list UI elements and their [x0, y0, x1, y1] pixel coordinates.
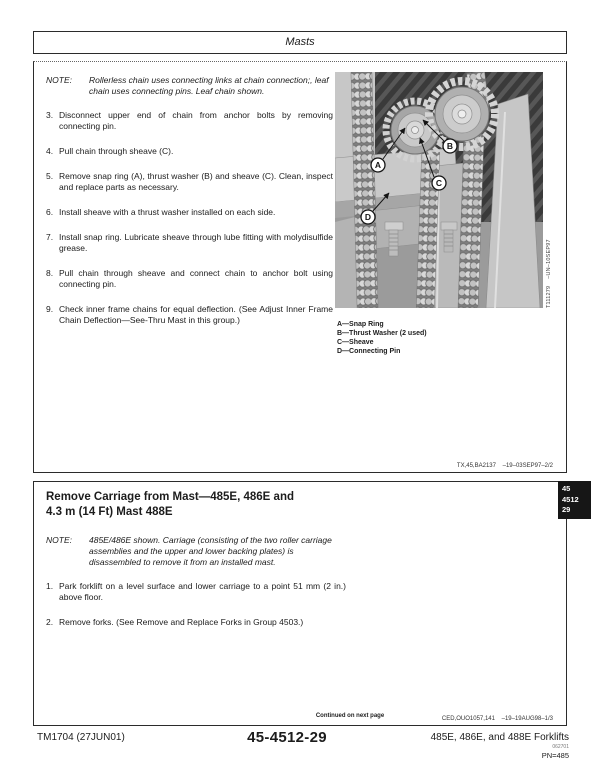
legend-item-b: B—Thrust Washer (2 used) [337, 330, 427, 337]
page-index-tab [558, 481, 591, 519]
callout-c [432, 176, 446, 190]
text-column [46, 490, 346, 642]
step-text: Check inner frame chains for equal deflection. (See Adjust Inner Frame Chain Deflection—See-Thru Mast in this group.) [59, 304, 333, 325]
step-item [46, 268, 333, 290]
figure-id-vertical: T111279 –UN–10SEP97 [546, 239, 552, 308]
figure-photo [335, 72, 543, 308]
footer-date-code: 062701 [552, 744, 569, 750]
step-number: 7. [46, 232, 54, 242]
section-heading [46, 490, 346, 520]
legend-item-c: C—Sheave [337, 339, 374, 346]
page-title: Masts [285, 36, 315, 48]
callout-d [361, 210, 375, 224]
step-number: 3. [46, 110, 54, 120]
step-item [46, 581, 346, 603]
mast-sheave-photo-illustration [335, 72, 543, 308]
step-text: Install snap ring. Lubricate sheave through lube fitting with molydisulfide grease. [59, 232, 333, 253]
note-text: Rollerless chain uses connecting links at chain connection;, leaf chain uses connecting pins. Leaf chain shown. [89, 75, 329, 96]
note-block [46, 535, 346, 568]
callout-a [371, 158, 385, 172]
callout-c-letter: C [435, 178, 443, 188]
step-text: Pull chain through sheave and connect chain to anchor bolt using connecting pin. [59, 268, 333, 289]
callout-b-letter: B [446, 141, 454, 151]
step-item [46, 207, 333, 218]
step-number: 2. [46, 617, 54, 627]
step-text: Pull chain through sheave (C). [59, 146, 174, 156]
note-label: NOTE: [46, 535, 72, 545]
step-item [46, 617, 346, 628]
section-sheave-procedure [33, 61, 567, 473]
step-item [46, 146, 333, 157]
step-item [46, 110, 333, 132]
step-text: Install sheave with a thrust washer installed on each side. [59, 207, 276, 217]
step-item [46, 232, 333, 254]
footer-manual-id: TM1704 (27JUN01) [37, 732, 125, 743]
section1-ref-code: TX,45,BA2137 –19–03SEP97–2/2 [456, 463, 553, 469]
step-number: 9. [46, 304, 54, 314]
continued-label: Continued on next page [315, 713, 385, 719]
step-number: 4. [46, 146, 54, 156]
legend-item-a: A—Snap Ring [337, 321, 384, 328]
footer-pn-number: PN=485 [541, 751, 569, 760]
figure-legend [337, 320, 547, 356]
legend-item-d: D—Connecting Pin [337, 348, 401, 355]
step-text: Remove snap ring (A), thrust washer (B) and sheave (C). Clean, inspect and replace parts as necessary. [59, 171, 333, 192]
tab-group-number: 45 [562, 484, 571, 493]
callout-d-letter: D [364, 212, 372, 222]
footer-page-number: 45-4512-29 [247, 729, 327, 746]
step-number: 5. [46, 171, 54, 181]
tab-page-number: 29 [562, 505, 571, 514]
step-number: 8. [46, 268, 54, 278]
section2-ref-code: CED,OUO1057,141 –19–19AUG98–1/3 [441, 716, 553, 722]
text-column [46, 75, 333, 340]
callout-b [443, 139, 457, 153]
step-number: 1. [46, 581, 54, 591]
step-text: Disconnect upper end of chain from anchor bolts by removing connecting pin. [59, 110, 333, 131]
page-header-box [33, 31, 567, 54]
step-item [46, 304, 333, 326]
section-remove-carriage [33, 481, 567, 726]
step-number: 6. [46, 207, 54, 217]
heading-line-1: Remove Carriage from Mast—485E, 486E and [46, 491, 294, 503]
step-text: Remove forks. (See Remove and Replace Forks in Group 4503.) [59, 617, 304, 627]
callout-a-letter: A [374, 160, 382, 170]
tab-section-number: 4512 [562, 494, 579, 504]
footer-model-list: 485E, 486E, and 488E Forklifts [430, 732, 569, 743]
step-text: Park forklift on a level surface and lower carriage to a point 51 mm (2 in.) above floor. [59, 581, 346, 602]
step-item [46, 171, 333, 193]
heading-line-2: 4.3 m (14 Ft) Mast 488E [46, 506, 173, 518]
note-block [46, 75, 333, 97]
note-label: NOTE: [46, 75, 72, 85]
note-text: 485E/486E shown. Carriage (consisting of the two roller carriage assemblies and the upper and lower backing plates) is disassembled to remove it from an installed mast. [89, 535, 332, 567]
